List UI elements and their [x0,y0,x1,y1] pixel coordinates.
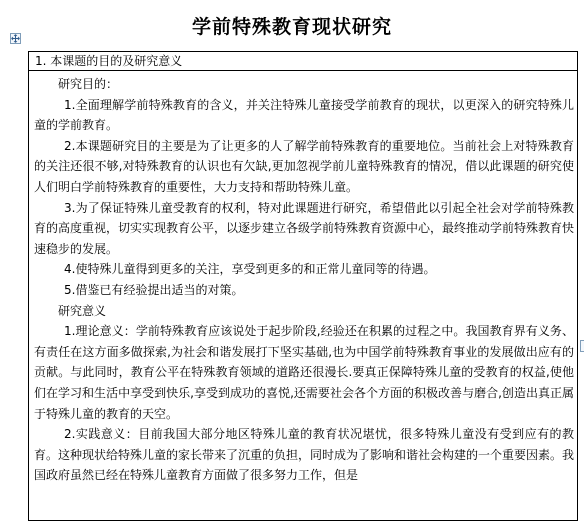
paragraph-purpose-heading: 研究目的： [58,77,119,91]
paragraph-purpose-5: 5.借鉴已有经验提出适当的对策。 [64,282,244,297]
table-resize-marker[interactable] [580,340,584,352]
paragraph-purpose-1: 1.全面理解学前特殊教育的含义，并关注特殊儿童接受学前教育的现状，以更深入的研究特殊儿童的学前教育。 [34,97,574,133]
paragraph-purpose-2: 2.本课题研究目的主要是为了让更多的人了解学前特殊教育的重要地位。当前社会上对特殊教育的关注还很不够,对特殊教育的认识也有欠缺,更加忽视学前儿童特殊教育的情况，借以此课题的研究使人们明白学前特殊教育的重要性，大力支持和帮助特殊儿童。 [34,138,574,194]
paragraph-purpose-3: 3.为了保证特殊儿童受教育的权利，特对此课题进行研究，希望借此以引起全社会对学前特殊教育的高度重视，切实实现教育公平，以逐步建立各级学前特殊教育资源中心，最终推动学前特殊教育快速稳步的发展。 [34,200,575,256]
paragraph-significance-theory: 1.理论意义：学前特殊教育应该说处于起步阶段,经验还在积累的过程之中。我国教育界有义务、有责任在这方面多做探索,为社会和谐发展打下坚实基础,也为中国学前特殊教育事业的发展做出应有的贡献。与此同时，教育公平在特殊教育领域的道路还很漫长.要真正保障特殊儿童的受教育的权益,使他们在学习和生活中享受到快乐,享受到成功的喜悦,还需要社会各个方面的积极改善与磨合,创造出真正属于特殊儿童的教育的天空。 [34,324,574,421]
section-header: 1. 本课题的目的及研究意义 [29,52,577,71]
document-table [28,51,578,521]
paragraph-significance-heading: 研究意义 [58,303,107,318]
section-body [34,74,574,486]
paragraph-purpose-4: 4.使特殊儿童得到更多的关注，享受到更多的和正常儿童同等的待遇。 [64,262,436,277]
document-title: 学前特殊教育现状研究 [191,16,392,38]
paragraph-significance-practice: 2.实践意义：目前我国大部分地区特殊儿童的教育状况堪忧，很多特殊儿童没有受到应有的教育。这种现状给特殊儿童的家长带来了沉重的负担，同时成为了影响和谐社会构建的一个重要因素。我国政府虽然已经在特殊儿童教育方面做了很多努力工作，但是 [34,427,575,483]
table-move-handle[interactable] [10,33,21,44]
move-arrows-icon [11,34,20,43]
